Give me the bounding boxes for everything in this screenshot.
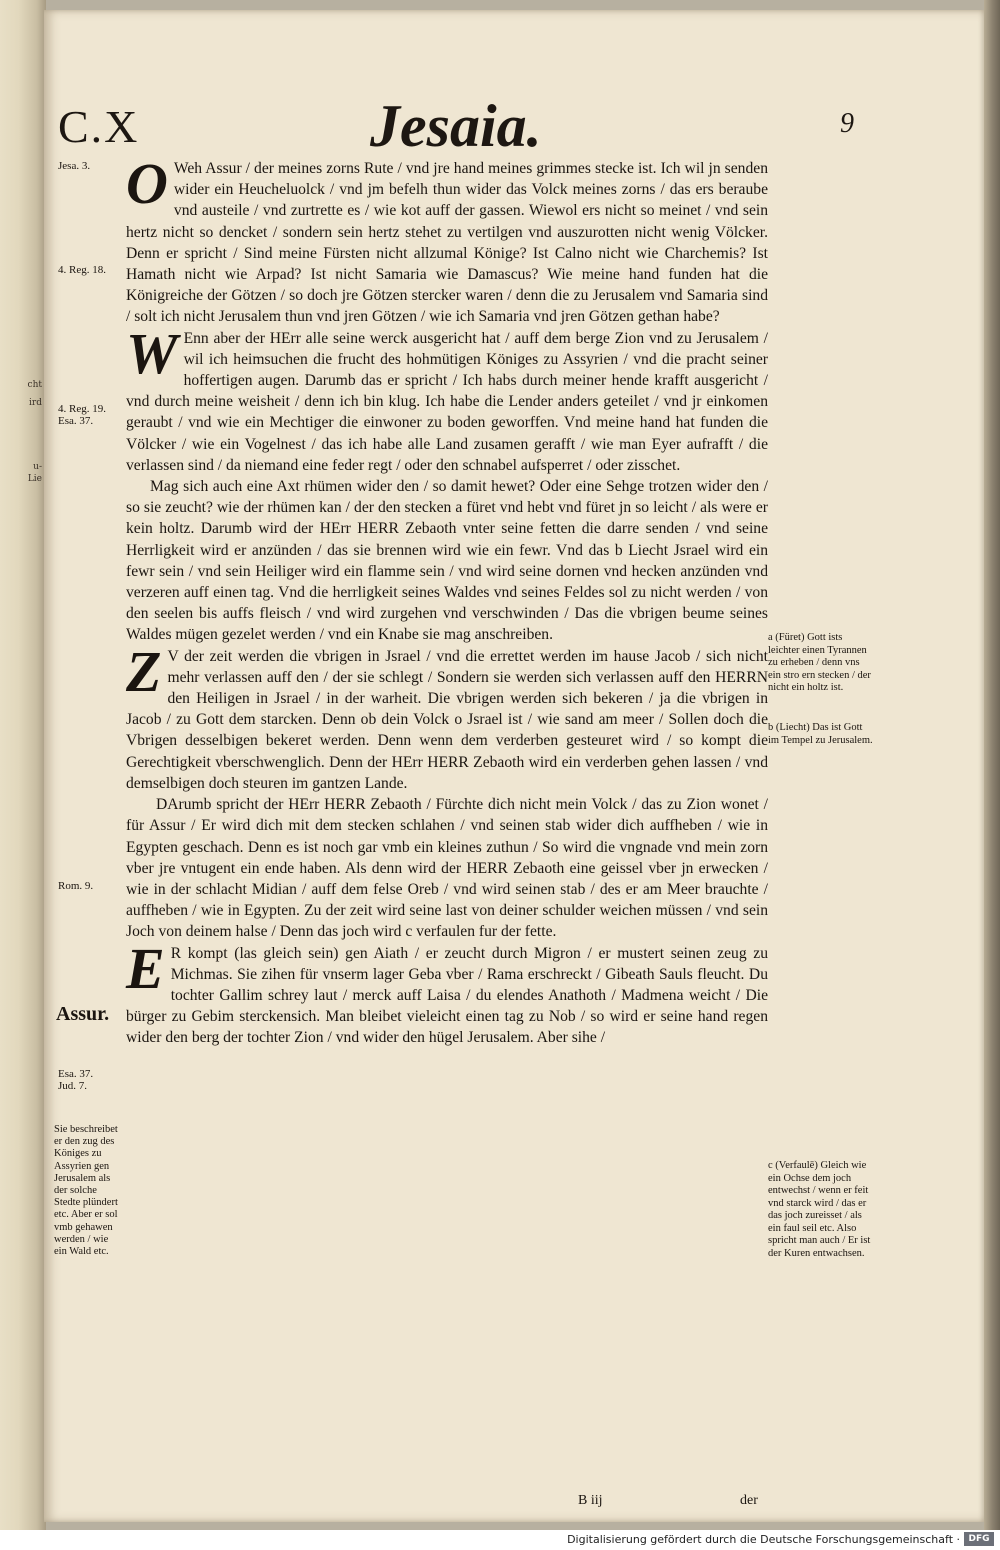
paragraph bbox=[126, 476, 768, 646]
margin-ref-jesa: Jesa. 3. bbox=[58, 160, 91, 172]
gloss-b: b (Liecht) Das ist Gott im Tempel zu Jerusalem. bbox=[768, 722, 873, 746]
previous-page-edge bbox=[0, 0, 46, 1530]
paragraph bbox=[126, 638, 768, 794]
initial-letter: E bbox=[126, 935, 165, 1001]
book-binding-edge bbox=[984, 0, 1000, 1530]
initial-letter: Z bbox=[126, 638, 162, 704]
edge-fragment: Lie bbox=[27, 474, 42, 484]
catchword: der bbox=[740, 1493, 758, 1508]
main-text bbox=[126, 151, 768, 1049]
margin-ref-4reg18: 4. Reg. 18. bbox=[58, 264, 106, 276]
margin-summary: Sie beschreibet er den zug des Königes zu Assyrien gen Jerusalem als der solche Stedte plündert etc. Aber er sol vmb gehawen werden / wie ein Wald etc. bbox=[54, 1124, 118, 1258]
paragraph-text: V der zeit werden die vbrigen in Jsrael / vnd die errettet werden im hause Jacob / sich nicht mehr verlassen auff den / der sie schlegt / Sondern sie werden sich verlassen auff den HERRN den Heiligen in Jsrael / in der warheit. Die vbrigen werden sich bekeren / ja die vbrigen in Jacob / zu Gott dem starcken. Denn ob dein Volck o Jsrael ist / wie sand am meer / Sollen doch die Vbrigen desselbigen bekeret werden. Denn wenn dem verderben gesteuret wird / so kompt die Gerechtigkeit vberschwenglich. Denn der HErr HERR Zebaoth wird ein verderben gehen lassen / vnd demselbigen doch steuren im gantzen Lande. bbox=[126, 647, 768, 792]
paragraph-text: Enn aber der HErr alle seine werck ausgericht hat / auff dem berge Zion vnd zu Jerusalem / wil ich heimsuchen die frucht des hohmütigen Königes zu Assyrien / vnd die pracht seiner hoffertigen augen. Darumb das er spricht / Ich habs durch meiner hende krafft ausgericht / vnd durch meine weisheit / denn ich bin klug. Ich habe die Lender anders geteilet / vnd jr einkomen geraubt / vnd wie ein Mechtiger die einwoner zu boden geworffen. Vnd meine hand hat funden die Völcker / wie ein Vogelnest / das ich habe alle Land zusamen gerafft / wie man Eyer aufrafft / die verlassen sind / da niemand eine feder regt / oder den schnabel aufsperret / oder zisschet. bbox=[126, 329, 768, 474]
chapter-number: C.X bbox=[58, 101, 140, 152]
paragraph bbox=[126, 794, 768, 942]
edge-fragment: ird bbox=[29, 398, 42, 408]
gloss-a: a (Füret) Gott ists leichter einen Tyrannen zu erheben / denn vns ein stro ern stecken / der nicht ein holtz ist. bbox=[768, 632, 871, 693]
paragraph bbox=[126, 320, 768, 476]
edge-fragment: u- bbox=[33, 462, 42, 472]
paragraph-text: Mag sich auch eine Axt rhümen wider den / so damit hewet? Oder eine Sehge trotzen wider den / so sie zeucht? wie der rhümen kan / der den stecken a füret vnd hebt vnd füret jn so leicht / als were er kein holtz. Darumb wird der HErr HERR Zebaoth vnter seine fetten die darre senden / vnd seine Herrligkeit wird er anzünden / das sie brennen wird wie ein fewr. Vnd das b Liecht Jsrael wird ein fewr sein / vnd sein Heiliger wird ein flamme sein / vnd wird seine dornen vnd hecken anzünden vnd verzeren auff einen tag. Vnd die herrligkeit seines Waldes vnd seines Feldes sol zu nicht werden / von den seelen bis auffs fleisch / vnd wird zurgehen vnd verschwinden / Das die vbrigen beume seines Waldes mügen gezelet werden / vnd ein Knabe sie mag anschreiben. bbox=[126, 478, 768, 644]
margin-ref-esa37: Esa. 37. Jud. 7. bbox=[58, 1068, 94, 1092]
paragraph bbox=[126, 151, 768, 328]
margin-ref-rom9: Rom. 9. bbox=[58, 880, 94, 892]
folio-number: 9 bbox=[840, 108, 854, 139]
paragraph bbox=[126, 935, 768, 1049]
gloss-c: c (Verfaulē) Gleich wie ein Ochse dem joch entwechst / wenn er feit vnd starck wird / das er das joch zureisset / als ein faul seil etc. Also spricht man auch / Er ist der Kuren entwachsen. bbox=[768, 1160, 871, 1259]
paragraph-text: DArumb spricht der HErr HERR Zebaoth / Fürchte dich nicht mein Volck / das zu Zion wonet / für Assur / Er wird dich mit dem stecken schlahen / vnd seinen stab wider dich auffheben / wie in Egypten geschach. Denn es ist noch gar vmb ein kleines zuthun / So wird die vngnade vnd mein zorn vber jre vntugent ein ende haben. Als denn wird der HERR Zebaoth eine geissel vber jn erwecken / wie in der schlacht Midian / auff dem felse Oreb / vnd wird seinen stab / des er am Meer brauchte / auffheben / wie in Egypten. Zu der zeit wird seine last von deiner schulder weichen müssen / vnd sein Joch von deinem halse / Denn das joch wird c verfaulen fur der fette. bbox=[126, 796, 768, 941]
initial-letter: O bbox=[126, 151, 168, 216]
funding-credit: Digitalisierung gefördert durch die Deutsche Forschungsgemeinschaft · bbox=[567, 1533, 960, 1546]
signature-mark: B iij bbox=[578, 1493, 603, 1508]
dfg-logo: DFG bbox=[964, 1532, 994, 1546]
paragraph-text: Weh Assur / der meines zorns Rute / vnd jre hand meines grimmes stecke ist. Ich wil jn senden wider ein Heucheluolck / vnd jm befelh thun wider das Volck meines zorns / das ers beraube vnd austeile / vnd zurtrette es / wie kot auff der gassen. Wiewol ers nicht so meinet / vnd sein hertz nicht so dencket / sondern sein hertz stehet zu vertilgen vnd auszurotten nicht wenig Völcker. Denn er spricht / Sind meine Fürsten nicht allzumal Könige? Ist Calno nicht wie Charchemis? Ist Hamath nicht wie Arpad? Ist nicht Samaria wie Damascus? Wie meine hand funden hat die Königreiche der Götzen / so doch jre Götzen stercker waren / denn die zu Jerusalem vnd Samaria sind / solt ich nicht Jerusalem thun vnd jren Götzen / wie ich Samaria vnd jren Götzen gethan habe? bbox=[126, 160, 768, 326]
margin-ref-assur: Assur. bbox=[56, 1003, 110, 1025]
margin-ref-4reg19: 4. Reg. 19. Esa. 37. bbox=[58, 403, 106, 427]
footer-bar bbox=[0, 1530, 1000, 1550]
page-title: Jesaia. bbox=[370, 93, 542, 159]
paragraph-text: R kompt (las gleich sein) gen Aiath / er zeucht durch Migron / er mustert seinen zeug zu Michmas. Sie zihen für vnserm lager Geba vber / Rama erschreckt / Gibeath Sauls fleucht. Du tochter Gallim schrey laut / merck auff Laisa / du elendes Anathoth / Madmena weicht / Die bürger zu Gebim sterckensich. Man bleibet vieleicht einen tag zu Nob / so wird er seine hand regen wider den berg der tochter Zion / vnd wider den hügel Jerusalem. Aber sihe / bbox=[126, 944, 768, 1047]
edge-fragment: cht bbox=[27, 380, 42, 390]
initial-letter: W bbox=[126, 320, 178, 386]
